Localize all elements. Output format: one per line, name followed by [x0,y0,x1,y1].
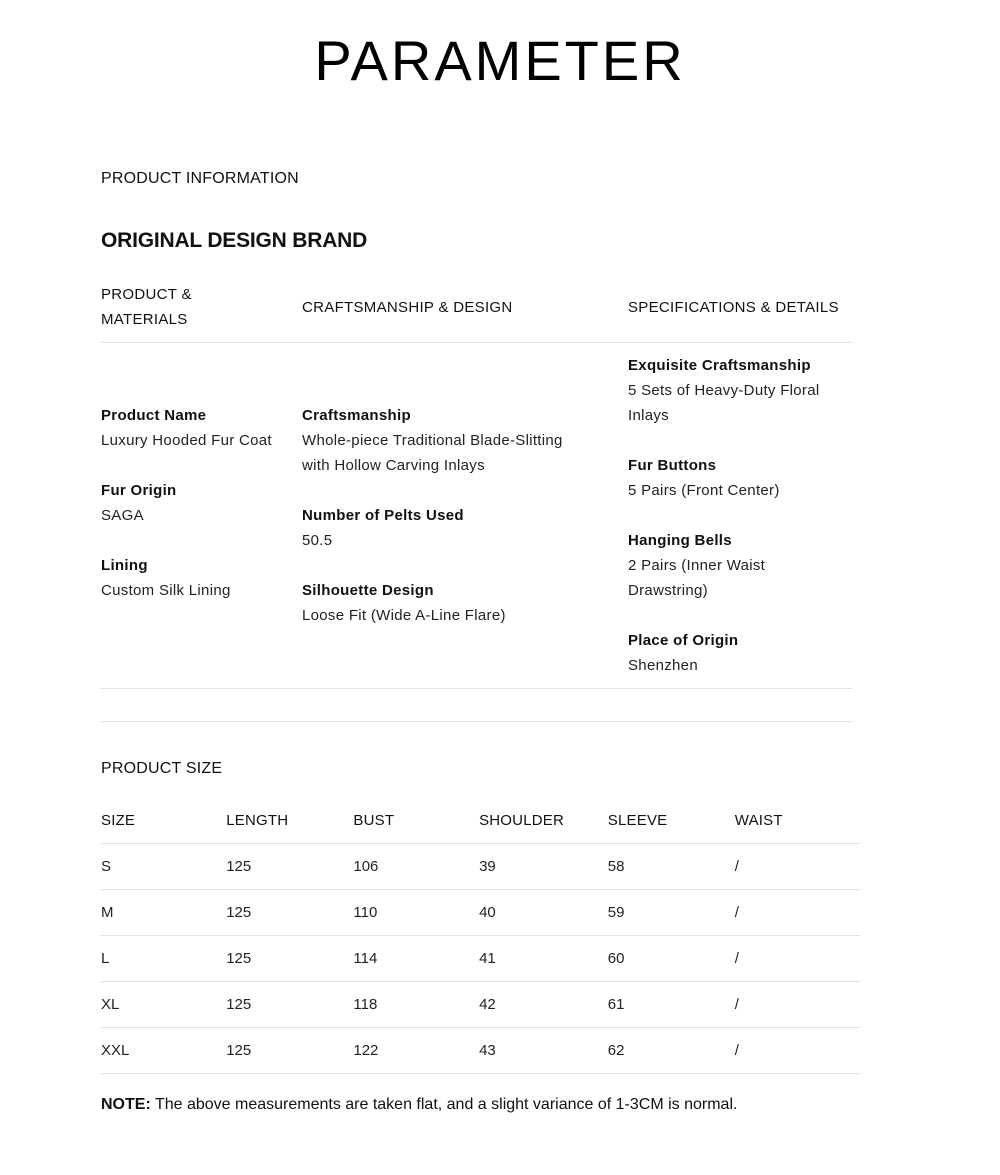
spec-label: Lining [101,557,148,574]
table-cell: 125 [226,844,353,890]
materials-column [101,403,291,628]
specifications-column [628,353,838,703]
size-table-header-cell: SIZE [101,798,226,844]
column-header-materials-line2: MATERIALS [101,311,188,328]
spec-label: Hanging Bells [628,532,732,549]
table-cell: M [101,890,226,936]
column-header-materials [101,282,281,332]
table-row [101,1028,861,1074]
size-table-header-cell: BUST [353,798,479,844]
spec-label: Craftsmanship [302,407,411,424]
section-divider [101,721,853,722]
product-size-heading: PRODUCT SIZE [101,760,223,777]
spec-label: Fur Origin [101,482,177,499]
table-cell: 125 [226,982,353,1028]
spec-item [302,578,592,628]
table-cell: 125 [226,1028,353,1074]
column-header-craftsmanship: CRAFTSMANSHIP & DESIGN [302,299,513,316]
spec-label: Silhouette Design [302,582,434,599]
table-cell: 106 [353,844,479,890]
table-cell: / [735,936,861,982]
spec-item [302,403,592,478]
size-table [101,798,861,1074]
table-cell: 122 [353,1028,479,1074]
spec-value: 50.5 [302,532,333,549]
spec-value: 5 Sets of Heavy-Duty Floral Inlays [628,382,820,424]
spec-value: Custom Silk Lining [101,582,231,599]
spec-item [101,478,291,528]
table-cell: 40 [479,890,608,936]
size-table-header-cell: SHOULDER [479,798,608,844]
table-cell: / [735,1028,861,1074]
table-row [101,890,861,936]
spec-label: Number of Pelts Used [302,507,464,524]
table-cell: XXL [101,1028,226,1074]
spec-item [628,628,838,678]
divider [101,688,853,689]
spec-value: Luxury Hooded Fur Coat [101,432,272,449]
size-table-header-cell: LENGTH [226,798,353,844]
size-table-header-cell: SLEEVE [608,798,735,844]
table-cell: 59 [608,890,735,936]
spec-label: Exquisite Craftsmanship [628,357,811,374]
divider [101,342,853,343]
table-cell: 114 [353,936,479,982]
spec-label: Place of Origin [628,632,739,649]
spec-label: Product Name [101,407,207,424]
table-cell: 43 [479,1028,608,1074]
table-cell: 60 [608,936,735,982]
table-row [101,844,861,890]
spec-value: Loose Fit (Wide A-Line Flare) [302,607,506,624]
table-cell: 41 [479,936,608,982]
craftsmanship-column [302,403,592,653]
size-table-header-cell: WAIST [735,798,861,844]
spec-value: 2 Pairs (Inner Waist Drawstring) [628,557,766,599]
table-cell: 58 [608,844,735,890]
table-row [101,936,861,982]
product-information-heading: PRODUCT INFORMATION [101,170,299,187]
spec-item [101,403,291,453]
product-info-grid [101,282,853,689]
table-row [101,982,861,1028]
spec-value: 5 Pairs (Front Center) [628,482,780,499]
table-cell: 118 [353,982,479,1028]
note-label: NOTE: [101,1096,151,1113]
column-header-specifications: SPECIFICATIONS & DETAILS [628,299,839,316]
note-text: The above measurements are taken flat, and a slight variance of 1-3CM is normal. [150,1096,738,1113]
spec-item [628,453,838,503]
table-cell: 125 [226,890,353,936]
table-cell: / [735,844,861,890]
page-title: PARAMETER [314,29,686,92]
table-cell: 125 [226,936,353,982]
brand-heading: ORIGINAL DESIGN BRAND [101,229,368,252]
spec-item [101,553,291,603]
measurement-note [101,1094,737,1116]
table-cell: / [735,890,861,936]
column-header-materials-line1: PRODUCT & [101,286,192,303]
size-table-header [101,798,861,844]
spec-value: SAGA [101,507,144,524]
spec-label: Fur Buttons [628,457,717,474]
table-cell: 62 [608,1028,735,1074]
table-cell: 42 [479,982,608,1028]
spec-value: Whole-piece Traditional Blade-Slitting with Hollow Carving Inlays [302,432,563,474]
table-cell: L [101,936,226,982]
table-cell: 61 [608,982,735,1028]
table-cell: 39 [479,844,608,890]
table-cell: 110 [353,890,479,936]
spec-item [302,503,592,553]
spec-value: Shenzhen [628,657,698,674]
spec-item [628,528,838,603]
table-cell: S [101,844,226,890]
spec-item [628,353,838,428]
table-cell: / [735,982,861,1028]
table-cell: XL [101,982,226,1028]
